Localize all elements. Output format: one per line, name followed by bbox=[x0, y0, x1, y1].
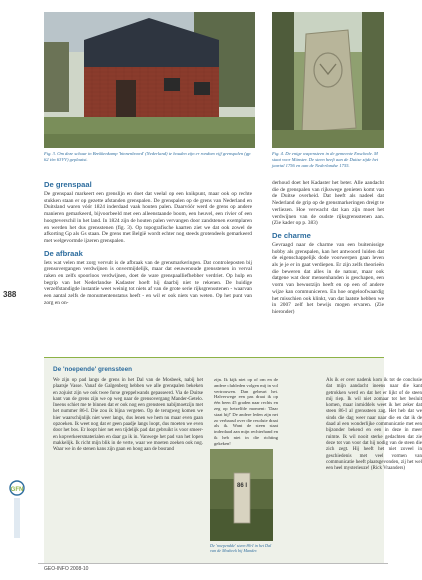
heading-charme: De charme bbox=[272, 230, 311, 240]
fig3-caption: Fig. 3. Om deze schuur in Brekkenkamp 'binnenboord' (Nederland) te houden zijn er rondom vijf grenspalen (gp 62 t/m 63VV) geplaatst. bbox=[44, 151, 251, 162]
paragraph-continuation: derhoud doet het Kadaster het beter. Alle aandacht die de grenspalen van rijkswege genieten komt van de Duitse overheid. Dat heeft als nadeel dat Nederland de grip op de grensmarkeringen dreigt te verliezen. Hoe verwacht dat kan zijn moet het verdwijnen van de oudste rijksgrensstenen aan. (Zie kader op p. 383) bbox=[272, 180, 384, 227]
footer-text: GEO-INFO 2008-10 bbox=[44, 566, 89, 572]
page-number: 388 bbox=[3, 290, 17, 299]
post-caption: De 'noependde' steen 86-I in het Dal van de Mosbeek bij Mander. bbox=[210, 543, 272, 554]
box-text-mid: zijn. Ik kijk niet op of om en de andere clubleden volgen mij in vol vertrouwen. Dan gebeurt het. Halverwege een pas draai ik op één been 45 graden naar rechts en zeg op hetzelfde moment: 'Daar staat hij!' De andere leden zijn net zo verbaasd over die resolute draai als ik. Want de steen staat inderdaad aan mijn rechterhand en ik heb niet in die richting gekeken! bbox=[214, 377, 278, 446]
gfn-logo bbox=[6, 478, 28, 540]
post-number-label: 86 I bbox=[236, 483, 248, 489]
paragraph-grenspaal: De grenspaal markeert een grenslijn en doet dat veelal op een knikpunt, maar ook op rechte stukken staan er op gezette afstanden grenspalen. De grenspalen op de grens van Nederland en Duitsland waren vóór 1824 inderdaad vaak houten palen. Daarvóór werd de grens op andere manieren gemarkeerd, bijvoorbeeld met een alleenstaande boom, een heuvel, een rivier of een hoogteverschil in het land. In 1824 zijn de houten palen vervangen door zandstenen exemplaren en werden het dus grensstenen (fig. 3). Op topografische kaarten ziet we dat ook zowel de afkorting Gp als Gs staan. De grens met België wordt echter nog steeds grotendeels gemarkeerd met welgevormde ijzeren grenspalen. bbox=[44, 191, 252, 244]
box-text-left: We zijn op pad langs de grens in het Dal van de Mosbeek, nabij het plaatsje Vasse. Vanaf de Galgenberg hebben we alle grenspalen bekeken en zojuist zijn we ook twee forse greppelwands gepasseerd. Via de Duitse kant van de grens zijn we op weg naar de grensovergang Mander-Getelo. Ineens schiet me te binnen dat er ook nog een grensteen nabijmoetzijn met het nummer 86-I. Die zou ik bijna vergeten. Op de terugweg komen we hier waarschijnlijk niet weer langs, dus lenen we hem nu maar even gaan opzoeken. Ik weet nog dat er geen paadje langs loopt, dus moeten we even door het bos. Er loopt hier net een tijdelijk pad dat gebruikt is voor smeer- en kopverkeersmaterialen en daar ga ik in. Vanwege het pad van het lopen makkelijk. Ik richt mijn blik in de verte, waar we moeten zoeken ook nog. Waar we in de stenen kans zijn gaan en hoog aan de bosrand bbox=[53, 378, 203, 453]
paragraph-afbraak: Iets wat velen met zorg vervult is de afbraak van de grensmarkeringen. Dat controleposten bij grensovergangen verdwijnen is onvermijdelijk, maar dat eeuwenoude grensstenen in verval raken en zelfs spoorloos verdwijnen, doet de ware grenspaalliefhebber verdriet. Op hulp en begrip van het Nederlandse Kadaster hoeft hij daarbij niet te rekenen. De huidige verzelfstandigde instantie weet weinig tot niets af van de grote serie rijksgrensstenen - waarvan een aantal zelfs de monumentenstatus heeft - en wil er ook niets van weten. Op het punt van zorg en on- bbox=[44, 259, 252, 306]
box-text-right: Als ik er over nadenk kom ik tot de conclusie dat mijn aandacht ineens naar die kant getrokken werd en dat het er lijkt of de steen mij riep. Ik wil niet zomaar tot het besluit komen, maar inmiddels weet ik het zeker dat steen 86-I al grenssteen zag. Het heb dat we sinds die dag weer naar naar die en dat ik de daad al een wonderlijke communicatie met een bijzonder bekend en een in deze in meer ruimte. Ik wil nooit sterke gedachten dat zie deze tot van voor dat hij nodig van de steen die zich zegt. Hij heeft het niet zoveel in geschiedenis met veel vormen van communicatie heeft plaatsgevonden, zij het wel een heel mysterieuze! (Rick Vraanders) bbox=[326, 378, 422, 472]
boundary-post-photo bbox=[210, 449, 273, 541]
heading-grenspaal: De grenspaal bbox=[44, 180, 92, 189]
gfn-logo-text: GFN bbox=[10, 487, 24, 493]
fig4-caption: Fig. 4. De enige wapensteen in de gemeente Enschede. M staat voor Münster. De steen heeft aan de Duitse zijde het jaartal 1756 en aan de Nederlandse 1755. bbox=[272, 151, 379, 168]
footer-rule bbox=[38, 563, 388, 564]
shed-photo bbox=[44, 12, 255, 148]
paragraph-charme: Gevraagd naar de charme van een buitenissige hobby als grenspalen, kan het antwoord luiden dat de eigenschappelijk dode voorwerpen gaan leven als je je er in gaat verdiepen. Er zijn zelfs theorieën die beweren dat alles in de natuur, maar ook datgene wat door mensenhanden is geschapen, een vorm van bewustzijn heeft en op een of andere wijze kan communiceren. En hoe ongeloofwaardig het misschien ook klinkt, van dat laatste hebben we in 2007 zelf het bewijs mogen ervaren. (Zie hieronder) bbox=[272, 241, 384, 315]
box-title: De 'noepende' grenssteen bbox=[53, 366, 133, 373]
right-column bbox=[272, 180, 384, 320]
heading-afbraak: De afbraak bbox=[44, 248, 83, 258]
left-column bbox=[44, 180, 252, 311]
boundary-stone-photo bbox=[272, 12, 384, 148]
